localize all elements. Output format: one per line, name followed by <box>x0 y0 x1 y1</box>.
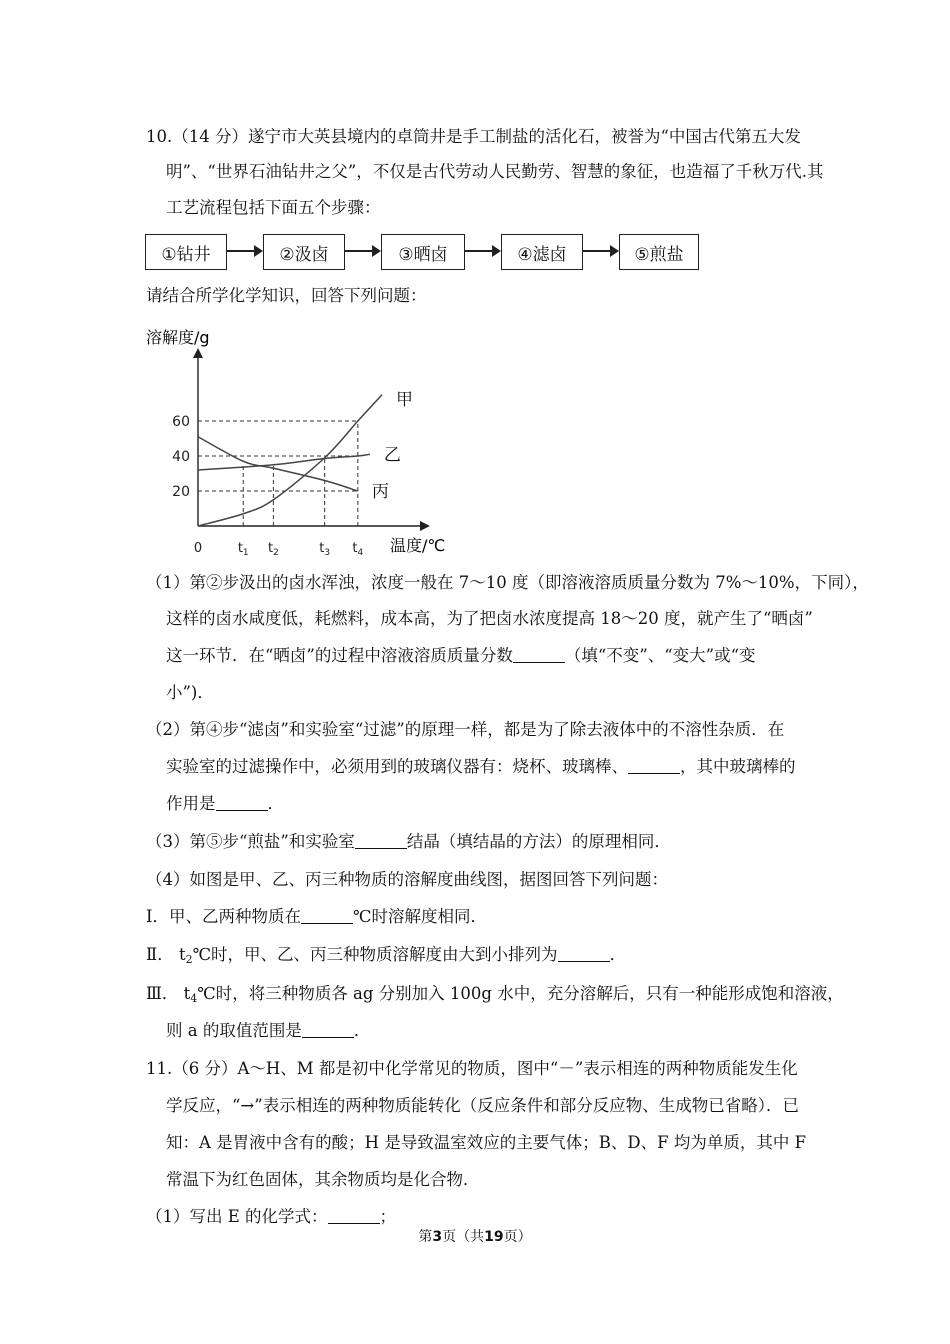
q10-2-line-1: （2）第④步“滤卤”和实验室“过滤”的原理一样，都是为了除去液体中的不溶性杂质．在 <box>146 720 785 739</box>
series-curve-1 <box>198 454 370 470</box>
x-tick-label: $t_3$ <box>319 541 331 558</box>
flow-arrow-icon <box>465 250 499 252</box>
flow-arrow-icon <box>583 250 617 252</box>
x-tick-label: $t_4$ <box>352 541 364 558</box>
q11-line-3: 知：A 是胃液中含有的酸；H 是导致温室效应的主要气体；B、D、F 均为单质，其中 F <box>166 1133 807 1152</box>
y-tick-label: 60 <box>172 414 190 430</box>
series-curve-0 <box>198 395 382 526</box>
solubility-chart <box>138 318 468 558</box>
process-flow <box>145 234 705 278</box>
page-footer: 第3页（共19页） <box>418 1229 532 1245</box>
q10-4-iii-line-2: 则 a 的取值范围是 ． <box>166 1021 371 1040</box>
x-tick-label: 0 <box>193 541 203 556</box>
q10-1-line-3: 这一环节．在“晒卤”的过程中溶液溶质质量分数 （填“不变”、“变大”或“变 <box>166 646 756 665</box>
answer-blank[interactable] <box>301 908 353 924</box>
q10-1-line-2: 这样的卤水咸度低，耗燃料，成本高，为了把卤水浓度提高 18～20 度，就产生了“晒卤” <box>166 609 813 628</box>
series-label-1: 乙 <box>383 445 401 466</box>
q10-4-ii: Ⅱ． $t_2℃$时，甲、乙、丙三种物质溶解度由大到小排列为 ． <box>146 945 627 966</box>
q10-3-line: （3）第⑤步“煎盐”和实验室 结晶（填结晶的方法）的原理相同． <box>146 832 671 851</box>
q10-4-i: Ⅰ．甲、乙两种物质在 ℃时溶解度相同． <box>146 907 487 926</box>
answer-blank[interactable] <box>513 647 565 663</box>
series-label-0: 甲 <box>395 389 413 410</box>
answer-blank[interactable] <box>216 795 268 811</box>
q10-1-line-4: 小”)． <box>166 683 214 702</box>
series-label-2: 丙 <box>371 482 389 502</box>
page-total: 19 <box>484 1229 504 1245</box>
flow-step-5: ⑤煎盐 <box>619 234 699 270</box>
answer-blank[interactable] <box>558 946 610 962</box>
answer-blank[interactable] <box>328 1208 380 1224</box>
answer-blank[interactable] <box>302 1022 354 1038</box>
q10-2-line-2: 实验室的过滤操作中，必须用到的玻璃仪器有：烧杯、玻璃棒、 ，其中玻璃棒的 <box>166 757 796 776</box>
q11-1-line: （1）写出 E 的化学式： ； <box>146 1207 397 1226</box>
flow-step-2: ②汲卤 <box>263 234 345 270</box>
q10-2-line-3: 作用是 ． <box>166 794 284 813</box>
page-number: 3 <box>432 1229 443 1245</box>
q10-line-3: 工艺流程包括下面五个步骤： <box>166 198 381 217</box>
q10-prompt: 请结合所学化学知识，回答下列问题： <box>146 286 427 305</box>
q11-line-1: 11.（6 分）A～H、M 都是初中化学常见的物质，图中“－”表示相连的两种物质能发生化 <box>146 1059 798 1078</box>
answer-blank[interactable] <box>355 833 407 849</box>
q11-line-2: 学反应，“→”表示相连的两种物质能转化（反应条件和部分反应物、生成物已省略）．已 <box>166 1096 799 1115</box>
y-axis-label: 溶解度/g <box>146 328 210 347</box>
flow-step-4: ④滤卤 <box>501 234 583 270</box>
y-tick-label: 20 <box>172 484 190 500</box>
answer-blank[interactable] <box>628 758 680 774</box>
flow-step-3: ③晒卤 <box>381 234 465 270</box>
q10-4-intro: （4）如图是甲、乙、丙三种物质的溶解度曲线图，据图回答下列问题： <box>146 870 668 889</box>
q10-line-2: 明”、“世界石油钻井之父”，不仅是古代劳动人民勤劳、智慧的象征，也造福了千秋万代.其 <box>166 162 824 181</box>
flow-arrow-icon <box>227 250 261 252</box>
y-axis-arrow-icon <box>193 348 203 358</box>
x-axis-label: 温度/℃ <box>390 536 446 555</box>
q10-1-line-1: （1）第②步汲出的卤水浑浊，浓度一般在 7～10 度（即溶液溶质质量分数为 7%～10%，下同）， <box>146 573 869 592</box>
x-tick-label: $t_1$ <box>237 541 249 558</box>
q11-line-4: 常温下为红色固体，其余物质均是化合物． <box>166 1170 480 1189</box>
x-axis-arrow-icon <box>420 521 430 531</box>
x-tick-label: $t_2$ <box>267 541 279 558</box>
y-tick-label: 40 <box>172 449 190 465</box>
q10-line-1: 10.（14 分）遂宁市大英县境内的卓筒井是手工制盐的活化石，被誉为“中国古代第五大发 <box>146 127 801 146</box>
flow-step-1: ①钻井 <box>145 234 227 270</box>
flow-arrow-icon <box>345 250 379 252</box>
q10-4-iii-line-1: Ⅲ． $t_4℃$时，将三种物质各 ag 分别加入 100g 水中，充分溶解后，只有一种能形成饱和溶液， <box>146 984 844 1005</box>
